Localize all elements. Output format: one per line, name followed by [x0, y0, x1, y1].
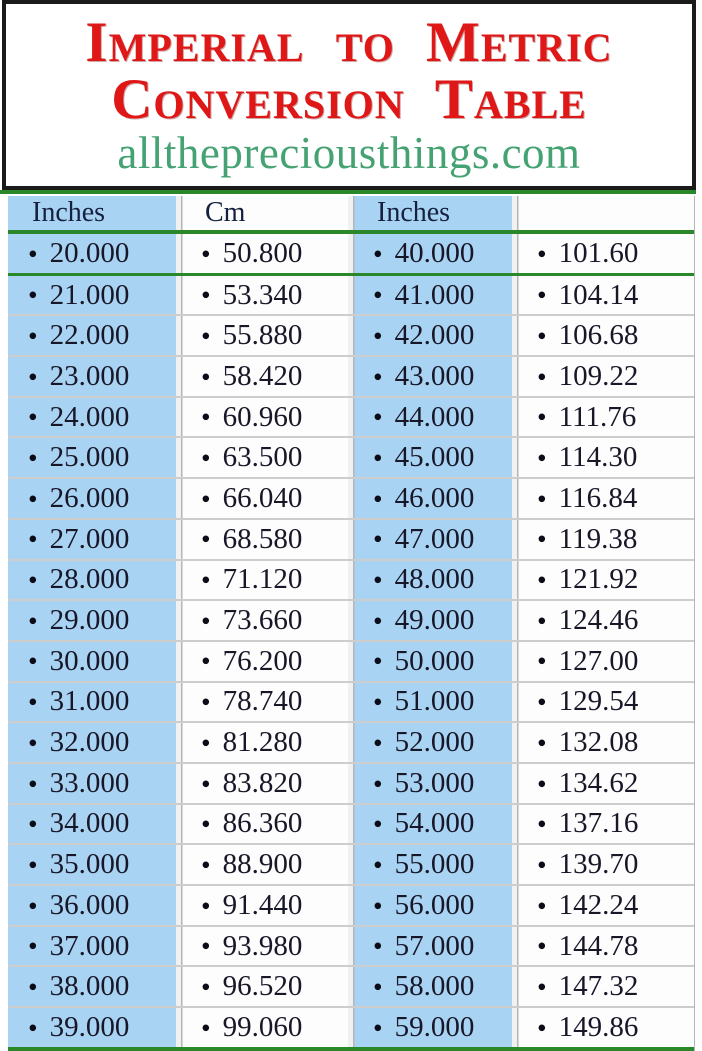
- cell-inches-value: [8, 805, 176, 844]
- cell-value-text: 109.22: [558, 359, 639, 392]
- table-row: [8, 803, 694, 844]
- cell-value-text: 56.000: [394, 888, 475, 921]
- bullet-icon: •: [537, 726, 547, 758]
- cell-inches-value: [8, 398, 176, 437]
- cell-cm-value: [176, 683, 348, 722]
- cell-value-text: 106.68: [558, 319, 639, 352]
- cell-cm-value: [176, 723, 348, 762]
- bullet-icon: •: [537, 564, 547, 596]
- bullet-icon: •: [373, 645, 383, 677]
- cell-value-text: 83.820: [222, 766, 303, 799]
- bullet-icon: •: [201, 319, 211, 351]
- cell-value-text: 99.060: [222, 1010, 303, 1043]
- cell-value-text: 52.000: [394, 726, 475, 759]
- table-row: [8, 640, 694, 681]
- table-row: [8, 1006, 694, 1047]
- cell-value-text: 20.000: [49, 236, 130, 269]
- cell-inches-value: [348, 438, 512, 477]
- bullet-icon: •: [373, 848, 383, 880]
- cell-cm-value: [176, 316, 348, 355]
- bullet-icon: •: [537, 401, 547, 433]
- divider-line: [0, 190, 696, 194]
- bullet-icon: •: [28, 726, 38, 758]
- cell-value-text: 28.000: [49, 563, 130, 596]
- bullet-icon: •: [537, 442, 547, 473]
- bullet-icon: •: [28, 767, 38, 799]
- bullet-icon: •: [201, 767, 211, 799]
- column-header-inches-2: Inches: [348, 196, 512, 230]
- cell-cm-value: [176, 561, 348, 600]
- table-row: [8, 559, 694, 600]
- bullet-icon: •: [201, 848, 211, 880]
- cell-inches-value: [8, 967, 176, 1006]
- cell-cm-value: [512, 683, 694, 722]
- cell-inches-value: [348, 601, 512, 640]
- cell-value-text: 101.60: [558, 236, 639, 269]
- bullet-icon: •: [28, 645, 38, 677]
- cell-inches-value: [8, 642, 176, 681]
- cell-value-text: 93.980: [222, 929, 303, 962]
- cell-cm-value: [512, 398, 694, 437]
- bullet-icon: •: [28, 482, 38, 514]
- bullet-icon: •: [373, 726, 383, 758]
- bullet-icon: •: [28, 686, 38, 718]
- cell-cm-value: [176, 967, 348, 1006]
- cell-cm-value: [176, 520, 348, 559]
- bullet-icon: •: [537, 848, 547, 880]
- cell-value-text: 44.000: [394, 400, 475, 433]
- cell-cm-value: [176, 927, 348, 966]
- bullet-icon: •: [28, 848, 38, 880]
- cell-inches-value: [8, 927, 176, 966]
- cell-value-text: 41.000: [394, 278, 475, 311]
- cell-value-text: 48.000: [394, 563, 475, 596]
- cell-cm-value: [512, 927, 694, 966]
- cell-value-text: 53.000: [394, 766, 475, 799]
- cell-inches-value: [348, 845, 512, 884]
- cell-value-text: 45.000: [394, 441, 475, 474]
- cell-inches-value: [8, 601, 176, 640]
- cell-value-text: 47.000: [394, 522, 475, 555]
- cell-inches-value: [348, 967, 512, 1006]
- cell-cm-value: [512, 316, 694, 355]
- column-header-cm-2: [512, 196, 694, 230]
- bullet-icon: •: [28, 930, 38, 962]
- bullet-icon: •: [537, 279, 547, 311]
- bullet-icon: •: [28, 523, 38, 555]
- cell-value-text: 31.000: [49, 685, 130, 718]
- bullet-icon: •: [28, 1011, 38, 1043]
- bullet-icon: •: [537, 970, 547, 1002]
- cell-value-text: 59.000: [394, 1010, 475, 1043]
- cell-value-text: 51.000: [394, 685, 475, 718]
- poster-title-line-2: Conversion Table: [111, 68, 587, 131]
- table-row: [8, 477, 694, 518]
- cell-value-text: 55.000: [394, 848, 475, 881]
- bullet-icon: •: [201, 1011, 211, 1043]
- cell-inches-value: [348, 357, 512, 396]
- table-row: [8, 599, 694, 640]
- bullet-icon: •: [373, 808, 383, 840]
- table-row: [8, 436, 694, 477]
- bullet-icon: •: [373, 686, 383, 718]
- cell-value-text: 63.500: [222, 441, 303, 474]
- cell-value-text: 58.000: [394, 970, 475, 1003]
- cell-inches-value: [8, 845, 176, 884]
- cell-inches-value: [348, 276, 512, 315]
- bullet-icon: •: [201, 279, 211, 311]
- cell-cm-value: [176, 601, 348, 640]
- table-row: [8, 518, 694, 559]
- cell-inches-value: [8, 886, 176, 925]
- cell-inches-value: [8, 479, 176, 518]
- cell-cm-value: [176, 357, 348, 396]
- cell-value-text: 137.16: [558, 807, 639, 840]
- cell-inches-value: [348, 723, 512, 762]
- cell-value-text: 81.280: [222, 726, 303, 759]
- bullet-icon: •: [201, 686, 211, 718]
- bullet-icon: •: [537, 319, 547, 351]
- bullet-icon: •: [201, 564, 211, 596]
- cell-cm-value: [512, 886, 694, 925]
- cell-value-text: 27.000: [49, 522, 130, 555]
- cell-value-text: 54.000: [394, 807, 475, 840]
- cell-value-text: 58.420: [222, 359, 303, 392]
- bullet-icon: •: [201, 360, 211, 392]
- table-row: [8, 925, 694, 966]
- column-header-cm-1: Cm: [176, 196, 348, 230]
- cell-inches-value: [8, 520, 176, 559]
- bullet-icon: •: [201, 482, 211, 514]
- cell-value-text: 24.000: [49, 400, 130, 433]
- cell-inches-value: [8, 357, 176, 396]
- table-header-row: [8, 196, 694, 234]
- cell-inches-value: [348, 234, 512, 273]
- bullet-icon: •: [28, 604, 38, 636]
- cell-cm-value: [512, 520, 694, 559]
- cell-inches-value: [348, 561, 512, 600]
- bullet-icon: •: [373, 319, 383, 351]
- bullet-icon: •: [28, 889, 38, 921]
- bullet-icon: •: [28, 237, 38, 269]
- cell-value-text: 55.880: [222, 319, 303, 352]
- cell-value-text: 34.000: [49, 807, 130, 840]
- cell-value-text: 60.960: [222, 400, 303, 433]
- cell-value-text: 33.000: [49, 766, 130, 799]
- cell-value-text: 38.000: [49, 970, 130, 1003]
- cell-value-text: 142.24: [558, 888, 639, 921]
- cell-value-text: 21.000: [49, 278, 130, 311]
- cell-value-text: 91.440: [222, 888, 303, 921]
- header-box: [2, 0, 696, 190]
- bullet-icon: •: [28, 279, 38, 311]
- bullet-icon: •: [373, 930, 383, 962]
- cell-value-text: 127.00: [558, 644, 639, 677]
- cell-value-text: 139.70: [558, 848, 639, 881]
- website-url: allthepreciousthings.com: [117, 128, 581, 178]
- cell-cm-value: [512, 967, 694, 1006]
- cell-cm-value: [512, 601, 694, 640]
- cell-cm-value: [176, 764, 348, 803]
- cell-cm-value: [176, 276, 348, 315]
- column-header-inches-1: Inches: [8, 196, 176, 230]
- cell-value-text: 149.86: [558, 1010, 639, 1043]
- cell-value-text: 36.000: [49, 888, 130, 921]
- cell-value-text: 39.000: [49, 1010, 130, 1043]
- cell-value-text: 37.000: [49, 929, 130, 962]
- cell-value-text: 114.30: [558, 441, 638, 474]
- bullet-icon: •: [373, 442, 383, 473]
- bullet-icon: •: [201, 237, 211, 269]
- cell-value-text: 73.660: [222, 604, 303, 637]
- bullet-icon: •: [28, 360, 38, 392]
- table-row: [8, 965, 694, 1006]
- cell-value-text: 22.000: [49, 319, 130, 352]
- cell-value-text: 42.000: [394, 319, 475, 352]
- bullet-icon: •: [373, 564, 383, 596]
- cell-inches-value: [8, 683, 176, 722]
- cell-inches-value: [348, 1008, 512, 1047]
- cell-cm-value: [176, 398, 348, 437]
- cell-value-text: 76.200: [222, 644, 303, 677]
- bullet-icon: •: [373, 1011, 383, 1043]
- bullet-icon: •: [537, 1011, 547, 1043]
- bullet-icon: •: [28, 808, 38, 840]
- cell-cm-value: [512, 276, 694, 315]
- cell-inches-value: [8, 234, 176, 273]
- cell-value-text: 49.000: [394, 604, 475, 637]
- table-body: [8, 234, 694, 1051]
- bullet-icon: •: [537, 482, 547, 514]
- bullet-icon: •: [537, 604, 547, 636]
- cell-value-text: 50.000: [394, 644, 475, 677]
- bullet-icon: •: [201, 970, 211, 1002]
- bullet-icon: •: [28, 970, 38, 1002]
- cell-cm-value: [512, 479, 694, 518]
- table-row: [8, 355, 694, 396]
- cell-value-text: 32.000: [49, 726, 130, 759]
- bullet-icon: •: [373, 401, 383, 433]
- cell-cm-value: [512, 723, 694, 762]
- cell-value-text: 134.62: [558, 766, 639, 799]
- cell-cm-value: [512, 357, 694, 396]
- cell-value-text: 68.580: [222, 522, 303, 555]
- bullet-icon: •: [201, 604, 211, 636]
- cell-cm-value: [512, 561, 694, 600]
- cell-value-text: 88.900: [222, 848, 303, 881]
- cell-inches-value: [8, 276, 176, 315]
- cell-value-text: 26.000: [49, 481, 130, 514]
- bullet-icon: •: [373, 237, 383, 269]
- bullet-icon: •: [201, 889, 211, 921]
- bullet-icon: •: [28, 442, 38, 473]
- bullet-icon: •: [201, 726, 211, 758]
- cell-value-text: 43.000: [394, 359, 475, 392]
- bullet-icon: •: [537, 808, 547, 840]
- bullet-icon: •: [28, 319, 38, 351]
- cell-value-text: 129.54: [558, 685, 639, 718]
- cell-cm-value: [176, 642, 348, 681]
- table-row: [8, 681, 694, 722]
- cell-cm-value: [512, 234, 694, 273]
- cell-value-text: 96.520: [222, 970, 303, 1003]
- bullet-icon: •: [537, 686, 547, 718]
- table-row: [8, 396, 694, 437]
- bullet-icon: •: [373, 767, 383, 799]
- bullet-icon: •: [201, 645, 211, 677]
- cell-inches-value: [348, 398, 512, 437]
- bullet-icon: •: [201, 523, 211, 555]
- bullet-icon: •: [537, 889, 547, 921]
- bullet-icon: •: [373, 889, 383, 921]
- cell-value-text: 111.76: [558, 400, 637, 433]
- cell-value-text: 53.340: [222, 278, 303, 311]
- cell-inches-value: [348, 886, 512, 925]
- cell-cm-value: [512, 1008, 694, 1047]
- cell-inches-value: [8, 764, 176, 803]
- cell-value-text: 71.120: [222, 563, 303, 596]
- cell-cm-value: [176, 438, 348, 477]
- cell-value-text: 104.14: [558, 278, 639, 311]
- table-row: [8, 234, 694, 276]
- cell-inches-value: [348, 683, 512, 722]
- bullet-icon: •: [537, 930, 547, 962]
- table-row: [8, 843, 694, 884]
- cell-value-text: 50.800: [222, 236, 303, 269]
- cell-cm-value: [512, 642, 694, 681]
- table-row: [8, 276, 694, 315]
- cell-value-text: 66.040: [222, 481, 303, 514]
- cell-inches-value: [348, 642, 512, 681]
- cell-cm-value: [512, 805, 694, 844]
- cell-inches-value: [8, 723, 176, 762]
- bullet-icon: •: [537, 360, 547, 392]
- cell-cm-value: [512, 845, 694, 884]
- cell-value-text: 23.000: [49, 359, 130, 392]
- cell-value-text: 86.360: [222, 807, 303, 840]
- cell-value-text: 35.000: [49, 848, 130, 881]
- cell-inches-value: [348, 520, 512, 559]
- bullet-icon: •: [373, 604, 383, 636]
- cell-inches-value: [348, 805, 512, 844]
- cell-inches-value: [348, 316, 512, 355]
- cell-cm-value: [176, 479, 348, 518]
- bullet-icon: •: [201, 401, 211, 433]
- cell-value-text: 116.84: [558, 481, 638, 514]
- cell-cm-value: [176, 845, 348, 884]
- cell-value-text: 57.000: [394, 929, 475, 962]
- cell-inches-value: [348, 479, 512, 518]
- cell-value-text: 124.46: [558, 604, 639, 637]
- bullet-icon: •: [201, 930, 211, 962]
- cell-value-text: 46.000: [394, 481, 475, 514]
- cell-cm-value: [176, 886, 348, 925]
- cell-value-text: 30.000: [49, 644, 130, 677]
- cell-inches-value: [8, 561, 176, 600]
- cell-value-text: 40.000: [394, 236, 475, 269]
- bullet-icon: •: [201, 442, 211, 473]
- cell-value-text: 132.08: [558, 726, 639, 759]
- bullet-icon: •: [28, 401, 38, 433]
- cell-value-text: 25.000: [49, 441, 130, 474]
- cell-inches-value: [8, 438, 176, 477]
- table-row: [8, 762, 694, 803]
- bullet-icon: •: [373, 279, 383, 311]
- table-row: [8, 314, 694, 355]
- bullet-icon: •: [373, 360, 383, 392]
- bullet-icon: •: [28, 564, 38, 596]
- bullet-icon: •: [201, 808, 211, 840]
- bullet-icon: •: [373, 523, 383, 555]
- cell-cm-value: [512, 438, 694, 477]
- cell-cm-value: [176, 234, 348, 273]
- cell-inches-value: [8, 1008, 176, 1047]
- cell-cm-value: [176, 1008, 348, 1047]
- cell-value-text: 78.740: [222, 685, 303, 718]
- bullet-icon: •: [373, 482, 383, 514]
- bullet-icon: •: [537, 237, 547, 269]
- conversion-table: [8, 196, 695, 1051]
- cell-value-text: 119.38: [558, 522, 638, 555]
- poster-title-line-1: Imperial to Metric: [85, 11, 613, 74]
- cell-value-text: 29.000: [49, 604, 130, 637]
- cell-cm-value: [176, 805, 348, 844]
- cell-value-text: 147.32: [558, 970, 639, 1003]
- bullet-icon: •: [537, 523, 547, 555]
- table-row: [8, 721, 694, 762]
- cell-inches-value: [348, 764, 512, 803]
- cell-value-text: 121.92: [558, 563, 639, 596]
- cell-inches-value: [348, 927, 512, 966]
- cell-cm-value: [512, 764, 694, 803]
- bullet-icon: •: [373, 970, 383, 1002]
- cell-inches-value: [8, 316, 176, 355]
- table-row: [8, 884, 694, 925]
- cell-value-text: 144.78: [558, 929, 639, 962]
- bullet-icon: •: [537, 645, 547, 677]
- bullet-icon: •: [537, 767, 547, 799]
